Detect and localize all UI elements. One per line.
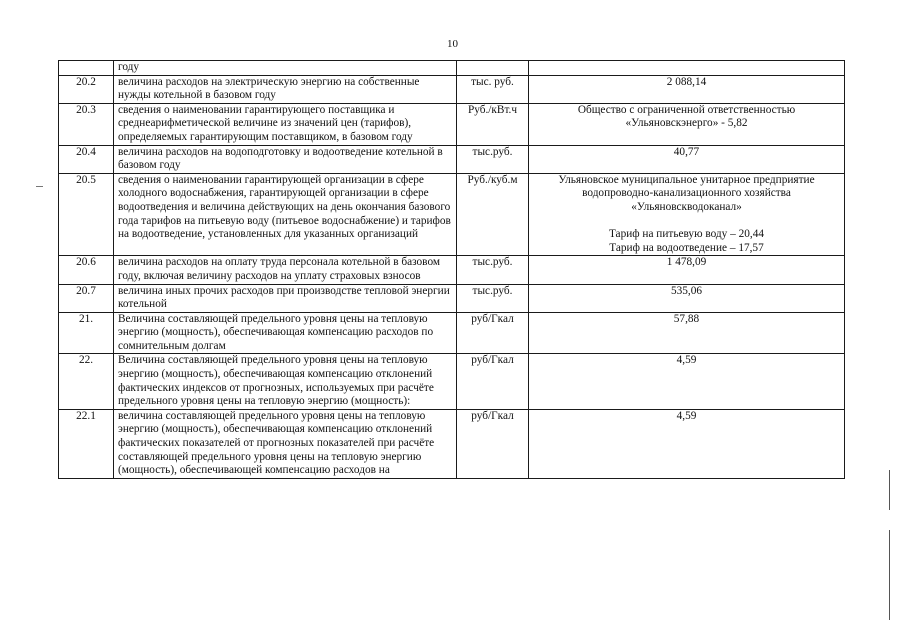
scan-mark [36,186,43,187]
row-unit: руб/Гкал [457,312,529,354]
row-unit: Руб./кВт.ч [457,103,529,145]
table-row [59,173,845,256]
table-row [59,103,845,145]
row-value [529,256,845,284]
table-row [59,61,845,76]
row-number [59,61,114,76]
row-unit: тыс. руб. [457,75,529,103]
row-value [529,75,845,103]
table-row [59,284,845,312]
row-number: 20.7 [59,284,114,312]
row-unit: руб/Гкал [457,409,529,478]
row-description: году [114,61,457,76]
row-description: Величина составляющей предельного уровня цены на тепловую энергию (мощность), обеспечивающая компенсацию отклонений фактических индексов от прогнозных, используемых при расчёте предельного уровня цены на тепловую энергию (мощность): [114,354,457,409]
value-line: 57,88 [673,312,700,325]
value-line: 4,59 [676,354,697,367]
row-value [529,103,845,145]
page-number: 10 [447,38,458,50]
value-line: 40,77 [673,145,700,158]
value-line [533,215,840,229]
row-value [529,312,845,354]
row-unit: тыс.руб. [457,284,529,312]
row-unit: Руб./куб.м [457,173,529,256]
table-row [59,75,845,103]
row-value [529,354,845,409]
value-line: «Ульяновскводоканал» [631,200,742,213]
row-value [529,409,845,478]
row-description: сведения о наименовании гарантирующего поставщика и среднеарифметической величине из значений цен (тарифов), определяемых гарантирующим поставщиком, в базовом году [114,103,457,145]
value-line: Тариф на питьевую воду – 20,44 [608,228,765,241]
table-row [59,354,845,409]
value-line: 2 088,14 [666,75,707,88]
row-value [529,61,845,76]
row-value [529,173,845,256]
row-number: 20.6 [59,256,114,284]
row-number: 20.5 [59,173,114,256]
table-row [59,409,845,478]
table-row [59,145,845,173]
table-body [59,61,845,479]
value-line: 535,06 [670,284,703,297]
row-number: 20.2 [59,75,114,103]
row-description: величина иных прочих расходов при производстве тепловой энергии котельной [114,284,457,312]
row-number: 22.1 [59,409,114,478]
page-edge-mark [889,470,892,620]
row-number: 21. [59,312,114,354]
row-value [529,145,845,173]
tariff-table [58,60,845,479]
value-line: 4,59 [676,409,697,422]
row-unit: тыс.руб. [457,145,529,173]
row-description: величина расходов на электрическую энергию на собственные нужды котельной в базовом году [114,75,457,103]
value-line: 1 478,09 [666,256,707,269]
row-description: Величина составляющей предельного уровня цены на тепловую энергию (мощность), обеспечивающая компенсацию расходов по сомнительным долгам [114,312,457,354]
row-description: величина составляющей предельного уровня цены на тепловую энергию (мощность), обеспечивающая компенсацию отклонений фактических показателей от прогнозных показателей при расчёте составляющей предельного уровня цены на тепловую энергию (мощность), обеспечивающей компенсацию расходов на [114,409,457,478]
row-number: 22. [59,354,114,409]
row-number: 20.3 [59,103,114,145]
table-row [59,256,845,284]
value-line: «Ульяновскэнерго» - 5,82 [625,117,748,130]
row-unit [457,61,529,76]
row-unit: тыс.руб. [457,256,529,284]
value-line: Общество с ограниченной ответственностью [577,103,796,116]
value-line: Ульяновское муниципальное унитарное предприятие [558,173,815,186]
table-row [59,312,845,354]
row-value [529,284,845,312]
row-description: величина расходов на оплату труда персонала котельной в базовом году, включая величину расходов на уплату страховых взносов [114,256,457,284]
value-line: Тариф на водоотведение – 17,57 [609,241,764,254]
row-description: сведения о наименовании гарантирующей организации в сфере холодного водоснабжения, гарантирующей организации в сфере водоотведения и величина действующих на день окончания базового года тарифов на питьевую воду (питьевое водоснабжение) и тарифов на водоотведение, установленных для указанных организаций [114,173,457,256]
row-description: величина расходов на водоподготовку и водоотведение котельной в базовом году [114,145,457,173]
row-unit: руб/Гкал [457,354,529,409]
value-line: водопроводно-канализационного хозяйства [582,187,791,200]
row-number: 20.4 [59,145,114,173]
